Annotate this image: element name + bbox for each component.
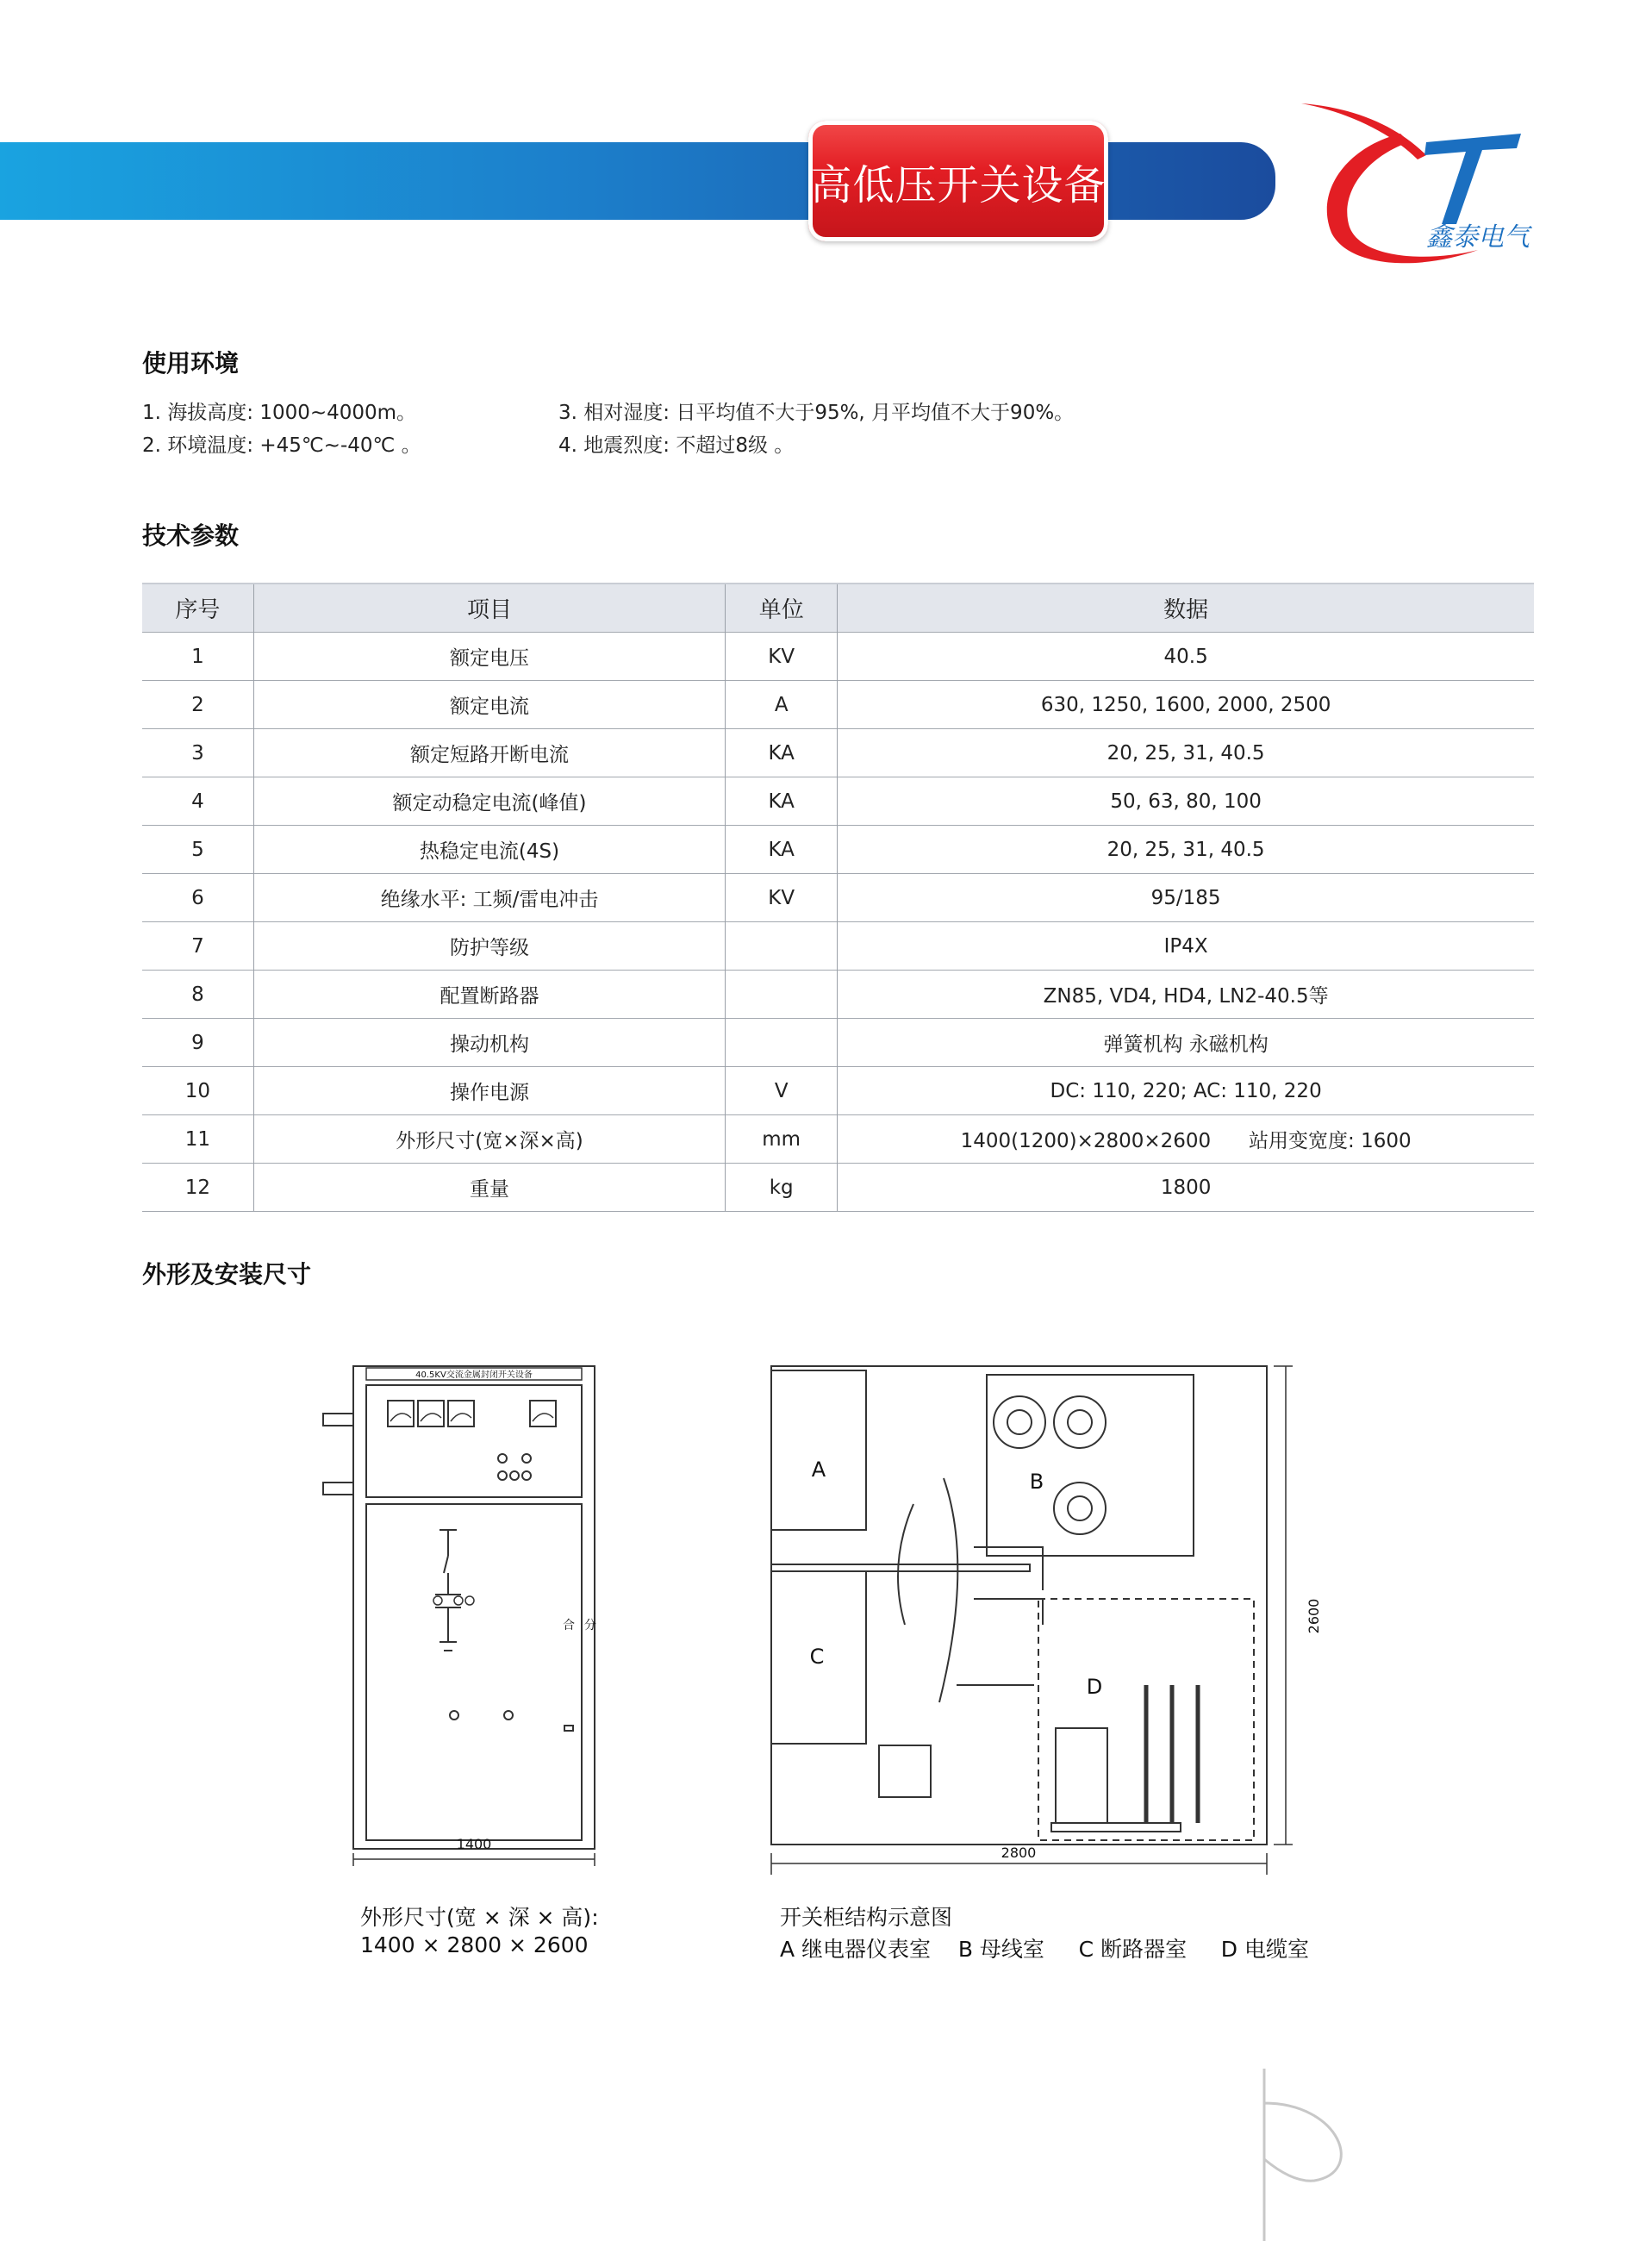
table-row [142, 633, 1534, 681]
table-row [142, 729, 1534, 777]
environment-item-altitude: 1. 海拔高度: 1000~4000m。 [142, 402, 417, 424]
table-row [142, 922, 1534, 971]
cell-value: 40.5 [838, 633, 1534, 681]
header-value: 数据 [838, 584, 1534, 633]
sld-node [433, 1596, 442, 1605]
single-line-diagram [435, 1530, 461, 1651]
meter-needles [390, 1414, 553, 1421]
door-handle [504, 1711, 513, 1720]
cell-value: 50, 63, 80, 100 [838, 777, 1534, 826]
header-title-badge [808, 121, 1108, 241]
cell-item: 绝缘水平: 工频/雷电冲击 [253, 874, 725, 922]
door-latch [564, 1726, 573, 1731]
busbar-2-core [1068, 1410, 1092, 1434]
width-dimension-label: 1400 [456, 1836, 492, 1852]
environment-item-temperature: 2. 环境温度: +45℃~-40℃ 。 [142, 434, 421, 457]
cabinet-outline [353, 1366, 595, 1849]
cell-item: 重量 [253, 1164, 725, 1212]
cell-unit [726, 1019, 838, 1067]
cell-value: 20, 25, 31, 40.5 [838, 826, 1534, 874]
cell-no: 1 [142, 633, 253, 681]
table-row [142, 1115, 1534, 1164]
cell-item: 外形尺寸(宽×深×高) [253, 1115, 725, 1164]
header-title: 高低压开关设备 [810, 160, 1107, 209]
cell-unit: KA [726, 777, 838, 826]
busbar-3-core [1068, 1496, 1092, 1520]
busbar-2 [1054, 1396, 1106, 1448]
cabinet-outline [771, 1366, 1267, 1845]
sld-node [454, 1596, 463, 1605]
table-row [142, 1164, 1534, 1212]
cell-item: 操作电源 [253, 1067, 725, 1115]
relay-room [771, 1370, 866, 1530]
table-row [142, 1019, 1534, 1067]
side-plug-1 [323, 1414, 353, 1426]
environment-title: 使用环境 [142, 349, 240, 378]
cell-value: 95/185 [838, 874, 1534, 922]
front-caption-line1: 外形尺寸(宽 × 深 × 高): [360, 1905, 599, 1930]
cell-unit: V [726, 1067, 838, 1115]
room-c-label: C [809, 1645, 825, 1669]
room-b-label: B [1029, 1470, 1044, 1494]
cell-value: 630, 1250, 1600, 2000, 2500 [838, 681, 1534, 729]
sld-node [465, 1596, 474, 1605]
width-dimension [353, 1853, 595, 1866]
cell-item: 操动机构 [253, 1019, 725, 1067]
indicator-lamp [522, 1454, 531, 1463]
cell-value: 20, 25, 31, 40.5 [838, 729, 1534, 777]
side-plug-2 [323, 1483, 353, 1495]
breaker-truck [879, 1478, 957, 1797]
door-handle [450, 1711, 458, 1720]
table-row [142, 1067, 1534, 1115]
cell-unit: A [726, 681, 838, 729]
cell-unit: KV [726, 874, 838, 922]
cell-value: ZN85, VD4, HD4, LN2-40.5等 [838, 971, 1534, 1019]
busbar-room [987, 1375, 1194, 1556]
logo-text: 鑫泰电气 [1426, 222, 1530, 253]
cell-value: 弹簧机构 永磁机构 [838, 1019, 1534, 1067]
environment-item-humidity: 3. 相对湿度: 日平均值不大于95%, 月平均值不大于90%。 [558, 402, 1075, 424]
cell-unit [726, 922, 838, 971]
front-view-drawing [315, 1349, 625, 1901]
cell-no: 3 [142, 729, 253, 777]
cell-no: 6 [142, 874, 253, 922]
tech-title: 技术参数 [142, 521, 240, 550]
cell-value: DC: 110, 220; AC: 110, 220 [838, 1067, 1534, 1115]
cell-value: 1400(1200)×2800×2600 站用变宽度: 1600 [838, 1115, 1534, 1164]
page-curl-mark [1262, 2069, 1392, 2241]
cell-no: 12 [142, 1164, 253, 1212]
cell-no: 7 [142, 922, 253, 971]
cell-item: 额定动稳定电流(峰值) [253, 777, 725, 826]
ct-insulator [1056, 1728, 1107, 1823]
table-header-row [142, 584, 1534, 633]
cell-unit: kg [726, 1164, 838, 1212]
relay-divider [771, 1564, 1030, 1571]
cell-no: 5 [142, 826, 253, 874]
cell-item: 额定电流 [253, 681, 725, 729]
table-row [142, 777, 1534, 826]
height-dimension [1274, 1366, 1293, 1845]
company-logo [1297, 95, 1538, 284]
busbar-1-core [1007, 1410, 1032, 1434]
depth-dimension-label: 2800 [1001, 1845, 1037, 1861]
control-switch [510, 1471, 519, 1480]
cell-no: 9 [142, 1019, 253, 1067]
switch-close-label: 合 [563, 1619, 575, 1632]
side-view-drawing [758, 1340, 1379, 1901]
cell-unit: KV [726, 633, 838, 681]
cell-item: 配置断路器 [253, 971, 725, 1019]
cell-item: 额定短路开断电流 [253, 729, 725, 777]
header-item: 项目 [253, 584, 725, 633]
cell-no: 2 [142, 681, 253, 729]
indicator-lamp [498, 1454, 507, 1463]
height-dimension-label: 2600 [1306, 1598, 1322, 1634]
cell-no: 4 [142, 777, 253, 826]
busbar-1 [994, 1396, 1045, 1448]
cell-no: 8 [142, 971, 253, 1019]
control-switch [522, 1471, 531, 1480]
table-row [142, 681, 1534, 729]
cell-item: 额定电压 [253, 633, 725, 681]
breaker-door [366, 1504, 582, 1840]
cable-terminals [1146, 1685, 1198, 1823]
switch-open-label: 分 [584, 1619, 596, 1632]
table-row [142, 971, 1534, 1019]
cell-unit: mm [726, 1115, 838, 1164]
cell-item: 热稳定电流(4S) [253, 826, 725, 874]
cell-no: 11 [142, 1115, 253, 1164]
cell-item: 防护等级 [253, 922, 725, 971]
busbar-3 [1054, 1483, 1106, 1534]
side-caption-line2: A 继电器仪表室 B 母线室 C 断路器室 D 电缆室 [780, 1937, 1310, 1962]
cell-unit [726, 971, 838, 1019]
cell-value: IP4X [838, 922, 1534, 971]
cell-unit: KA [726, 826, 838, 874]
control-switch [498, 1471, 507, 1480]
table-row [142, 826, 1534, 874]
header-no: 序号 [142, 584, 253, 633]
cell-value: 1800 [838, 1164, 1534, 1212]
cell-no: 10 [142, 1067, 253, 1115]
cell-unit: KA [726, 729, 838, 777]
front-panel-label: 40.5KV交流金属封闭开关设备 [415, 1370, 533, 1380]
earth-bar [1051, 1823, 1181, 1832]
table-row [142, 874, 1534, 922]
header-unit: 单位 [726, 584, 838, 633]
logo-t-mark [1424, 134, 1521, 224]
tech-params-table [142, 583, 1534, 1212]
room-d-label: D [1086, 1675, 1103, 1699]
room-a-label: A [811, 1458, 826, 1482]
environment-item-seismic: 4. 地震烈度: 不超过8级 。 [558, 434, 795, 457]
front-caption-line2: 1400 × 2800 × 2600 [360, 1932, 589, 1957]
dimensions-title: 外形及安装尺寸 [142, 1260, 312, 1289]
side-caption-line1: 开关柜结构示意图 [780, 1905, 953, 1930]
